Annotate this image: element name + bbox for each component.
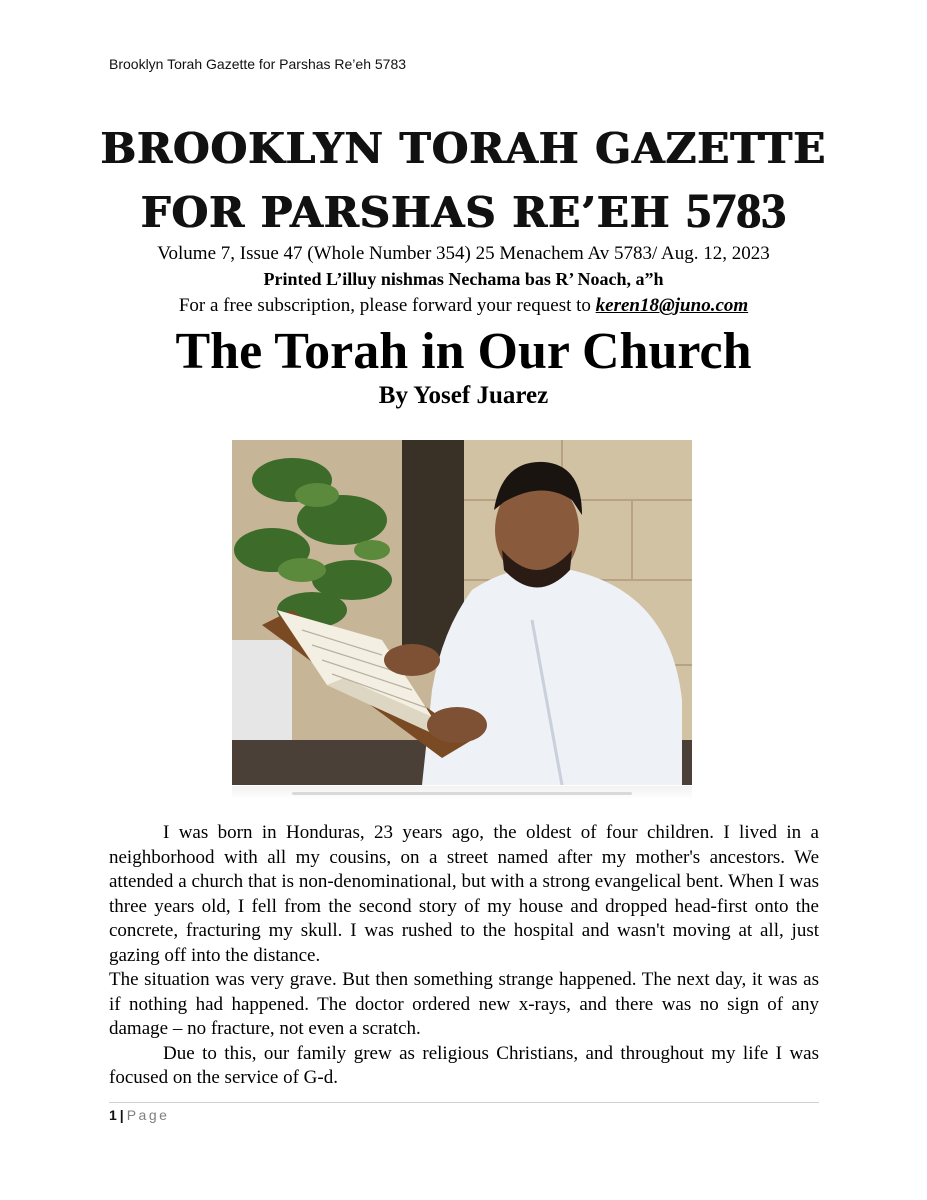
subscription-text: For a free subscription, please forward your request to	[178, 295, 596, 316]
page-footer	[109, 1107, 169, 1123]
masthead-line-2-text: FOR PARSHAS RE’EH	[140, 188, 687, 237]
photo-caption-strip	[232, 786, 692, 800]
article-photo	[232, 440, 692, 785]
footer-separator: |	[119, 1107, 124, 1123]
masthead-year: 5783	[686, 182, 787, 238]
footer-divider	[109, 1102, 819, 1103]
masthead-line-1: BROOKLYN TORAH GAZETTE	[100, 124, 827, 173]
article-body	[109, 821, 819, 1091]
photo-illustration	[232, 440, 692, 785]
page-number: 1	[109, 1107, 117, 1123]
masthead-line-2	[0, 182, 927, 238]
article-paragraph-2: The situation was very grave. But then something strange happened. The next day, it was as if nothing had happened. The doctor ordered new x-rays, and there was no sign of any damage – no fracture, not even a scratch.	[109, 969, 819, 1039]
dedication-line: Printed L’illuy nishmas Nechama bas R’ Noach, a”h	[263, 269, 664, 289]
subscription-line	[0, 295, 927, 317]
issue-info: Volume 7, Issue 47 (Whole Number 354) 25 Menachem Av 5783/ Aug. 12, 2023	[157, 243, 770, 264]
subscription-email-link[interactable]: keren18@juno.com	[595, 295, 749, 316]
article-byline: By Yosef Juarez	[378, 382, 549, 409]
page-label: Page	[126, 1107, 170, 1123]
article-paragraph-3: Due to this, our family grew as religious Christians, and throughout my life I was focused on the service of G-d.	[109, 1042, 819, 1088]
article-paragraph-1: I was born in Honduras, 23 years ago, the oldest of four children. I lived in a neighborhood with all my cousins, on a street named after my mother's ancestors. We attended a church that is non-denominational, but with a strong evangelical bent. When I was three years old, I fell from the second story of my house and dropped head-first onto the concrete, fracturing my skull. I was rushed to the hospital and wasn't moving at all, just gazing off into the distance.	[109, 822, 819, 966]
running-header: Brooklyn Torah Gazette for Parshas Re’eh 5783	[109, 56, 407, 72]
article-title: The Torah in Our Church	[175, 323, 752, 380]
